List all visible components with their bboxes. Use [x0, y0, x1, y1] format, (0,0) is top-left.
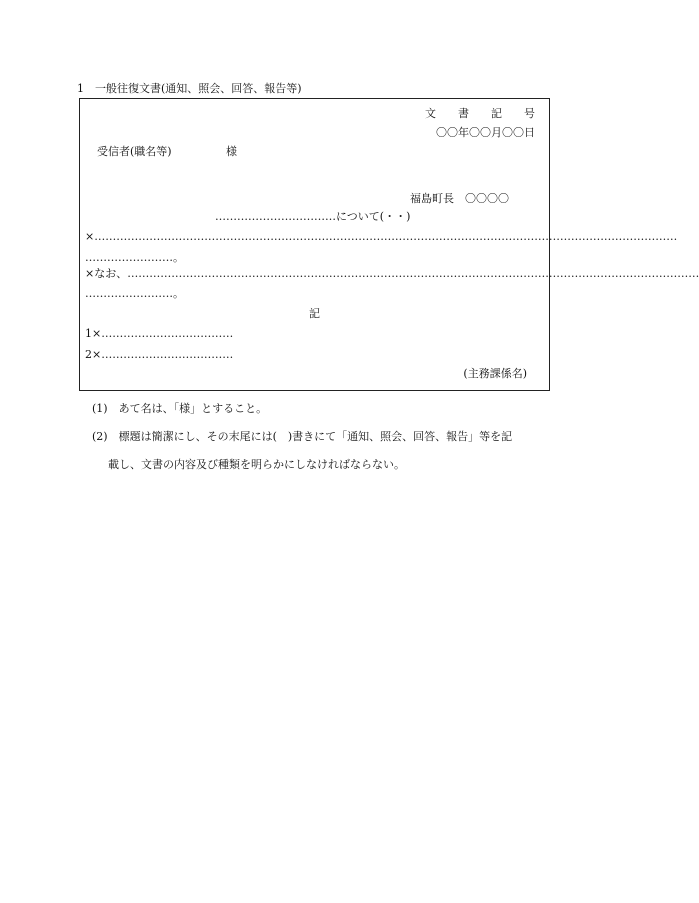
note-item-continuation: 載し、文書の内容及び種類を明らかにしなければならない。: [108, 458, 405, 471]
list-item: 1×………………………………: [85, 327, 234, 340]
note-item: (1) あて名は、「様」とすること。: [92, 402, 268, 415]
document-template-box: [79, 98, 699, 391]
body-line: ×……………………………………………………………………………………………………………………………………………: [85, 230, 678, 243]
sender-line: 福島町長 〇〇〇〇: [410, 192, 509, 205]
note-item: (2) 標題は簡潔にし、その末尾には( )書きにて「通知、照会、回答、報告」等を記: [92, 430, 513, 443]
subject-line: ……………………………について(・・): [215, 210, 411, 223]
department-name: (主務課係名): [463, 367, 527, 380]
recipient-label: 受信者(職名等): [97, 145, 172, 158]
body-line-continuation: ……………………。: [85, 251, 184, 264]
recipient-honorific: 様: [226, 145, 237, 158]
doc-number-label: 文書記号: [425, 107, 557, 120]
doc-date: 〇〇年〇〇月〇〇日: [436, 126, 535, 139]
ki-label: 記: [309, 307, 320, 320]
list-item: 2×………………………………: [85, 348, 234, 361]
body-line-additional: ×なお、…………………………………………………………………………………………………………………………………………: [85, 267, 699, 280]
section-heading: 1 一般往復文書(通知、照会、回答、報告等): [77, 82, 302, 95]
body-line-additional-continuation: ……………………。: [85, 287, 184, 300]
